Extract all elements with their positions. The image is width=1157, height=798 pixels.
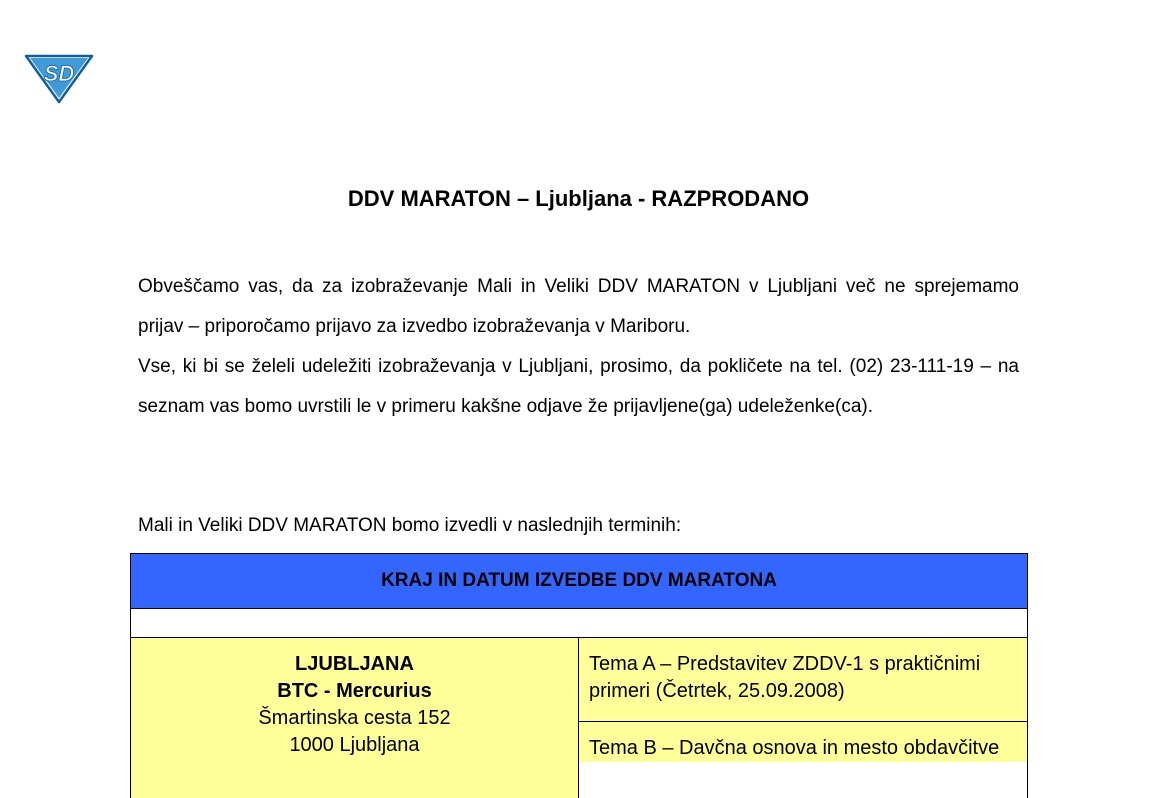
location-city: LJUBLJANA xyxy=(295,653,414,675)
topic-a: Tema A – Predstavitev ZDDV-1 s praktičnimi primeri (Četrtek, 25.09.2008) xyxy=(579,638,1027,722)
notice-paragraph-1: Obveščamo vas, da za izobraževanje Mali in Veliki DDV MARATON v Ljubljani več ne sprejemamo prijav – priporočamo prijavo za izvedbo izobraževanja v Mariboru. xyxy=(138,276,1019,337)
schedule-intro: Mali in Veliki DDV MARATON bomo izvedli v naslednjih terminih: xyxy=(138,515,682,536)
topic-b: Tema B – Davčna osnova in mesto obdavčitve xyxy=(579,722,1027,762)
location-cell xyxy=(131,638,579,798)
page-title: DDV MARATON – Ljubljana - RAZPRODANO xyxy=(347,186,810,211)
company-logo xyxy=(22,48,96,104)
table-spacer-row xyxy=(130,609,1028,638)
notice-paragraph-2: Vse, ki bi se želeli udeležiti izobraževanja v Ljubljani, prosimo, da pokličete na tel. (02) 23-111-19 – na seznam vas bomo uvrstili le v primeru kakšne odjave že prijavljene(ga) udeleženke(ca). xyxy=(138,356,1019,417)
schedule-table xyxy=(130,553,1028,798)
location-venue: BTC - Mercurius xyxy=(277,680,432,702)
notice-text xyxy=(138,267,1019,427)
svg-text:SD: SD xyxy=(43,61,75,86)
location-postal: 1000 Ljubljana xyxy=(289,734,420,756)
location-street: Šmartinska cesta 152 xyxy=(258,707,451,729)
table-header: KRAJ IN DATUM IZVEDBE DDV MARATONA xyxy=(130,553,1028,609)
table-row xyxy=(130,638,1028,798)
topics-cell xyxy=(579,638,1027,798)
